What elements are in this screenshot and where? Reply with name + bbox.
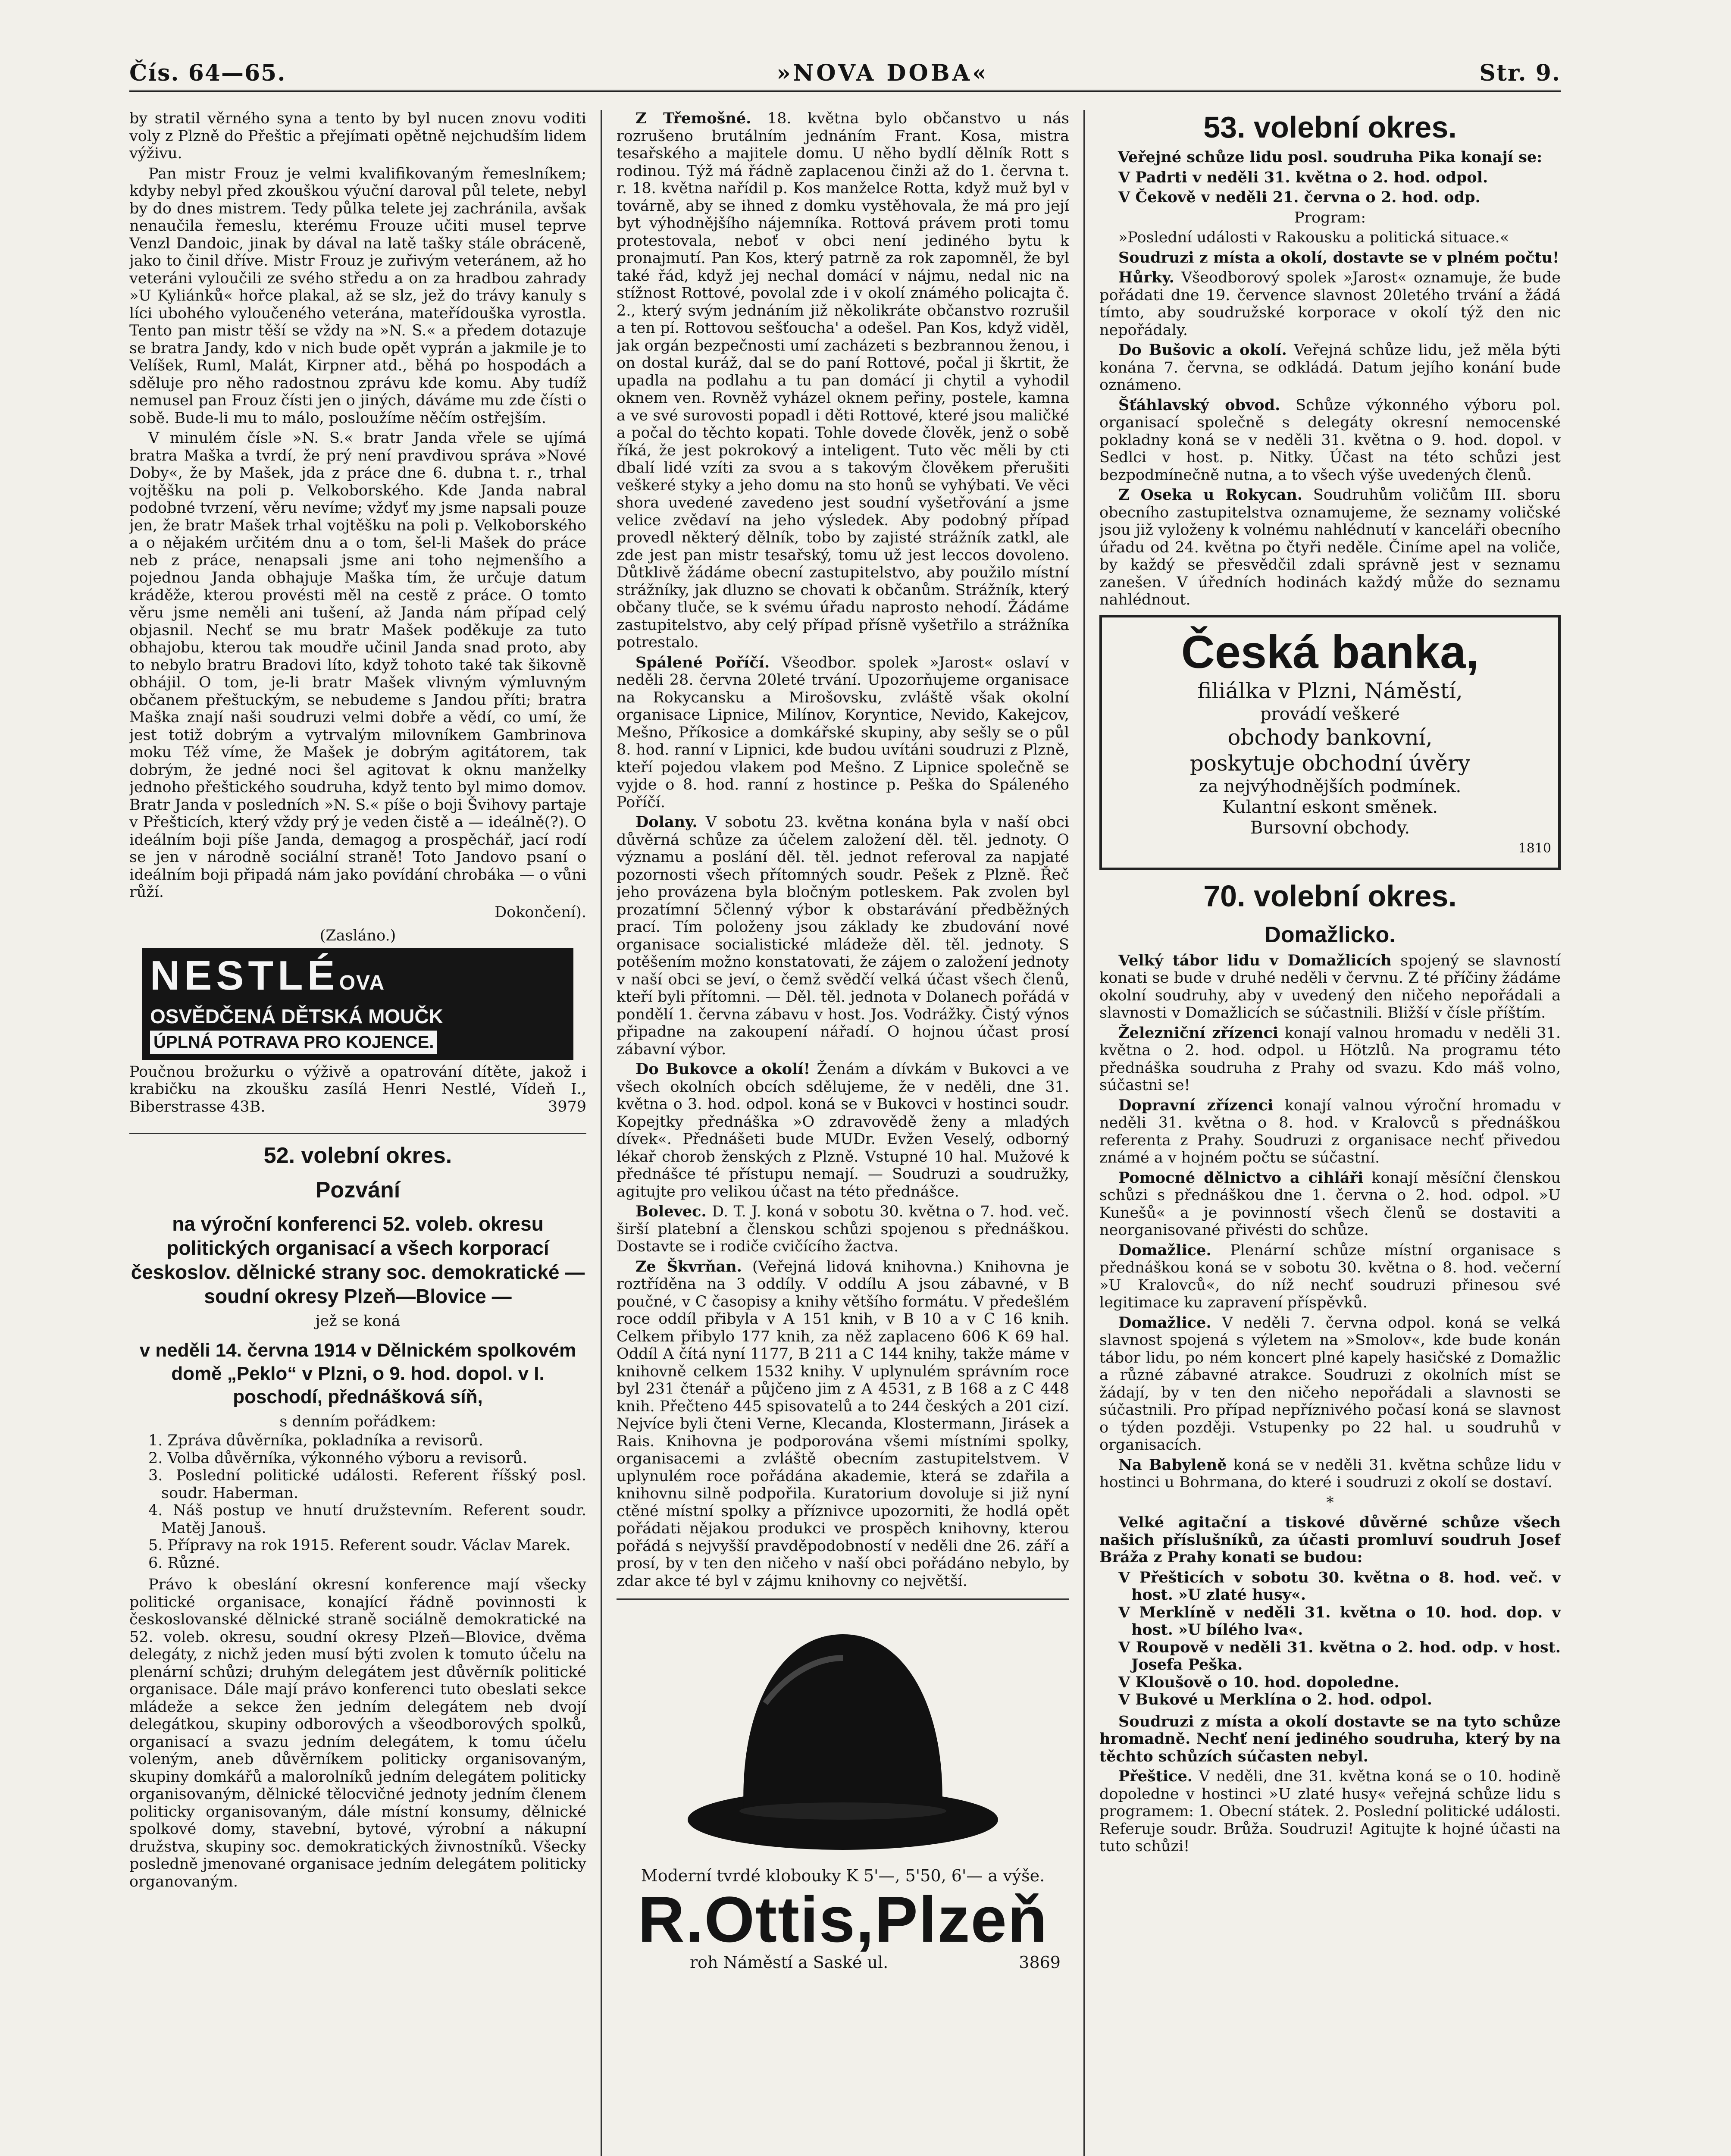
nestle-text xyxy=(129,1063,586,1116)
news-item-title: Domažlice. xyxy=(1118,1241,1211,1259)
ad-number: 3869 xyxy=(1019,1952,1061,1972)
bank-line: za nejvýhodnějších podmínek. xyxy=(1199,776,1462,796)
news-item-title: Z Oseka u Rokycan. xyxy=(1118,486,1302,504)
program-text: »Poslední události v Rakousku a politická situace.« xyxy=(1118,229,1509,246)
news-item-body: spojený se slavností konati se bude v druhé neděli v červnu. Z té příčiny žádáme okolní soudruhy, aby v uvedený den ničeho nepořádali a slavnosti v Domažlicích se súčastnili. Bližší v čísle příštím. xyxy=(1099,952,1561,1022)
nestle-line: ÚPLNÁ POTRAVA PRO KOJENCE. xyxy=(150,1031,437,1054)
column-rule-2 xyxy=(1083,110,1085,2156)
article-text: Pan mistr Frouz je velmi kvalifikovaným řemeslníkem; kdyby nebyl před zkouškou výuční daroval půl telete, nebyl by do dnes mistrem. Tedy půlka telete jej zachránila, avšak nenaučila řemeslu, kterému Frouze učiti musel teprve Venzl Dandoic, jinak by dával na latě tašky stále obráceně, jako to činil dříve. Mistr Frouz je zuřivým veteránem, až ho veteráni vyloučili ze svého středu a on za hradbou zahrady »U Kyliánků« hořce plakal, až se slz, jež do trávy kanuly s líci ubohého vyloučeného veterána, mateřídouška vyrostla. Tento pan mistr těší se vždy na »N. S.« a předem dotazuje se bratra Jandy, kdo v nich bude opět vyprán a jakmile je to Velíšek, Ruml, Malát, Kirpner atd., běhá po hospodách a sděluje pro něho radostnou zprávu kde komu. Aby tudíž nemusel pan Frouz čísti jen o jiných, dáváme mu zde čísti o sobě. Bude-li mu to málo, posloužíme něčím ostřejším. xyxy=(129,165,586,427)
article-text: Právo k obeslání okresní konference mají všecky politické organisace, konající řádně povinnosti k českoslovanské dělnické straně sociálně demokratické na 52. voleb. okresu, soudní okresy Plzeň—Blovice, dvěma delegáty, z nichž jeden musí býti zvolen k tomuto účelu na plenární schůzi; druhým delegátem jest důvěrník politické organisace. Dále mají právo konferenci tuto obeslati sekce mládeže a sekce žen jedním delegátem neb dvojí delegátkou, skupiny odborových a všeodborových spolků, organisací a svazu jedním delegátem, k tomu účelu voleným, aneb důvěrníkem politicky organisovaným, skupiny domkářů a malorolníků jedním delegátem politicky organisovaným, dělnické tělocvičné jednoty jedním členem politicky organisovaným, dále místní konsumy, dělnické spolkové domy, stavební, bytové, výrobní a nákupní družstva, skupiny soc. demokratických živnostníků. Všecky posledně jmenované organisace jedním delegátem politicky organovaným. xyxy=(129,1576,586,1890)
region-heading: Domažlicko. xyxy=(1265,922,1396,947)
nestle-line: OSVĚDČENÁ DĚTSKÁ MOUČK xyxy=(150,1005,443,1028)
news-item xyxy=(1099,397,1561,484)
meeting-item: V Roupově v neděli 31. května o 2. hod. odp. v host. Josefa Peška. xyxy=(1118,1638,1561,1673)
issue-number: Čís. 64—65. xyxy=(129,60,286,86)
news-item-title: Bolevec. xyxy=(635,1203,707,1220)
nestle-brand: NESTLÉ xyxy=(150,952,339,999)
news-item-body: 18. května bylo občanstvo u nás rozrušeno brutálním jednáním Frant. Kosa, mistra tesařského a majitele domu. U něho bydlí dělník Rott s rodinou. Týž má řádně zaplacenou činži až do 1. června t. r. 18. května nařídil p. Kos manželce Rotta, když muž byl v továrně, aby se ihned z domku vystěhovala, že má pro její byt výhodnějšího nájemníka. Rottová právem proti tomu protestovala, neboť v obci není jediného bytu k pronajmutí. Pan Kos, který patrně za rok zapomněl, že byl také řád, když jej nechal domácí v nájmu, nedal nic na stížnost Rottové, povolal zde i v okolí známého policajta č. 2., který svým jednáním již několikráte občanstvo rozrušil a ten pí. Rottovou sešťoucha' a odešel. Pan Kos, když viděl, jak orgán bezpečnosti umí zacházeti s bezbrannou ženou, i on dostal kuráž, dal se do paní Rottové, počal ji škrtit, že upadla na podlahu a tu pan domácí ji chytil a vyhodil oknem ven. Rovněž vyházel oknem peřiny, postele, kamna a ve své surovosti popadl i děti Rottové, které jsou maličké a počal do těchto kopati. Tohle dovede člověk, jenž o sobě říká, že jest pokrokový a inteligent. Tuto věc měli by cti dbalí lidé vzíti za svou a s takovým člověkem přerušiti veškeré styky a jeho domu na sto honů se vyhýbati. Ve věci shora uvedené zavedeno jest soudní vyšetřování a jsme velice zvědaví na jeho výsledek. Aby podobný případ provedl některý dělník, tobo by zajisté strážník zatkl, ale zde jest pan mistr tesařský, tomu už jest leccos dovoleno. Důtklivě žádáme obecní zastupitelstvo, aby použilo místní strážníky, jak dluzno se chovati k občanům. Strážník, který občany tluče, se k svému úřadu naprosto nehodí. Žádáme zastupitelstvo, aby celý případ přísně vyšetřilo a strážníka potrestalo. xyxy=(617,110,1069,651)
news-item-body: koná se v neděli 31. května schůze lidu v hostinci u Bohrmana, do které i soudruzi z okolí se dostaví. xyxy=(1099,1456,1561,1491)
meeting-item: V Bukové u Merklína o 2. hod. odpol. xyxy=(1118,1691,1432,1708)
news-item xyxy=(1099,1768,1561,1855)
news-item-title: Dolany. xyxy=(635,813,698,831)
agenda-item: 1. Zpráva důvěrníka, pokladníka a revisorů. xyxy=(148,1432,483,1449)
column-rule-1 xyxy=(601,110,602,2156)
news-item-title: Železniční zřízenci xyxy=(1118,1024,1279,1042)
news-item-title: Hůrky. xyxy=(1118,269,1174,286)
nestle-text-body: Poučnou brožurku o výživě a opatrování dítěte, jakož i krabičku na zkoušku zasílá Henri Nestlé, Vídeň I., Biberstrasse 43B. xyxy=(129,1063,586,1116)
news-item-title: Do Bušovic a okolí. xyxy=(1118,341,1287,359)
news-item-body: Plenární schůze místní organisace s přednáškou koná se v sobotu 30. května o 8. hod. večerní »U Kralovců«, do níž nechť soudruzi přinesou své legitimace ku zapravení příspěvků. xyxy=(1099,1241,1561,1311)
separator-star: * xyxy=(1326,1494,1334,1511)
ad-number: 1810 xyxy=(1518,840,1551,856)
program-heading: Program: xyxy=(1294,209,1366,226)
news-item-body: Veřejná schůze lidu, jež měla býti konána 7. června, se odkládá. Datum jejího konání bude oznámeno. xyxy=(1099,342,1561,394)
conference-subline: jež se koná xyxy=(315,1313,401,1330)
article-end: Dokončení). xyxy=(495,903,586,921)
ceska-banka-advertisement xyxy=(1099,615,1561,870)
news-item-title: Pomocné dělnictvo a cihláři xyxy=(1118,1169,1364,1187)
meeting-item: V Merklíně v neděli 31. května o 10. hod. dop. v host. »U bílého lva«. xyxy=(1118,1603,1561,1639)
call-text: Soudruzi z místa a okolí dostavte se na tyto schůze hromadně. Nechť není jediného soudruha, který by na těchto schůzích súčasten nebyl. xyxy=(1099,1712,1561,1765)
news-item xyxy=(617,654,1069,812)
section-heading: 52. volební okres. xyxy=(129,1133,586,1169)
section-heading: 53. volební okres. xyxy=(1203,110,1457,144)
news-item xyxy=(1099,1169,1561,1239)
page-number: Str. 9. xyxy=(1479,60,1561,86)
agenda-item: 6. Různé. xyxy=(148,1554,220,1572)
ottis-address: roh Náměstí a Saské ul. xyxy=(690,1952,889,1972)
column-2 xyxy=(617,110,1069,2156)
ottis-advertisement xyxy=(617,1598,1069,1971)
news-item-title: Přeštice. xyxy=(1118,1767,1193,1785)
news-item xyxy=(1099,486,1561,609)
news-item-body: V neděli 7. června odpol. koná se velká slavnost spojená s výletem na »Smolov«, kde bude konán tábor lidu, po ném koncert plné kapely hasičské z Domažlic a různé zábavné atrakce. Soudruzi z okolních míst se žádají, by v ten den ničeho nepořádali a slavnosti se súčastnili. Pro případ nepříznivého počasí koná se slavnost o týden později. Vstupenky po 22 hal. u soudruhů v organisacích. xyxy=(1099,1314,1561,1454)
meeting-item: V Kloušově o 10. hod. dopoledne. xyxy=(1118,1673,1399,1691)
news-item-title: Do Bukovce a okolí! xyxy=(635,1060,811,1078)
bank-line: Kulantní eskont směnek. xyxy=(1222,797,1438,817)
news-item-title: Dopravní zřízenci xyxy=(1118,1096,1274,1114)
ottis-brand: R.Ottis,Plzeň xyxy=(638,1883,1048,1955)
meeting-item: V Přešticích v sobotu 30. května o 8. hod. več. v host. »U zlaté husy«. xyxy=(1118,1568,1561,1604)
column-3 xyxy=(1099,110,1561,2156)
bank-subtitle: filiálka v Plzni, Náměstí, xyxy=(1197,678,1463,703)
column-1 xyxy=(129,110,586,2156)
agenda-list xyxy=(148,1432,586,1572)
news-item-body: D. T. J. koná v sobotu 30. května o 7. hod. več. širší platební a členskou schůzi spojenou s přednáškou. Dostavte se i rodiče cvičícího žactva. xyxy=(617,1203,1069,1255)
news-item-body: Všeodborový spolek »Jarost« oznamuje, že bude pořádati dne 19. července slavnost 20letého trvání a žádá tímto, aby soudružské korporace v okolí týž den nic nepořádaly. xyxy=(1099,269,1561,339)
news-item-body: Schůze výkonného výboru pol. organisací společně s delegáty okresní nemocenské pokladny koná se v neděli 31. května o 9. hod. dopol. v Sedlci v host. p. Nitky. Účast na této schůzi jest bezpodmínečně nutna, a to všech výše uvedených členů. xyxy=(1099,396,1561,484)
agenda-item: 3. Poslední politické události. Referent říšský posl. soudr. Haberman. xyxy=(148,1467,586,1502)
meeting-heading: Veřejné schůze lidu posl. soudruha Pika konají se: xyxy=(1117,148,1543,166)
agenda-heading: s denním pořádkem: xyxy=(279,1413,436,1430)
agenda-item: 2. Volba důvěrníka, výkonného výboru a revisorů. xyxy=(148,1449,528,1467)
news-item-title: Z Třemošné. xyxy=(635,110,751,127)
news-item-title: Velký tábor lidu v Domažlicích xyxy=(1118,951,1392,969)
bank-line: poskytuje obchodní úvěry xyxy=(1189,750,1471,776)
page-header xyxy=(129,47,1561,92)
bowler-hat-icon xyxy=(679,1617,1007,1858)
news-item-title: Ze Škvrňan. xyxy=(635,1257,742,1275)
news-item-title: Spálené Poříčí. xyxy=(635,653,770,671)
news-item-body: konají valnou výroční hromadu v neděli 31. května o 8. hod. v Kralovců s přednáškou referenta z Prahy. Soudruzi z organisace nechť přivedou známé a v hojném počtu se súčastní. xyxy=(1099,1097,1561,1166)
nestle-brand-suffix: OVA xyxy=(339,971,385,994)
news-item xyxy=(1099,1457,1561,1492)
agenda-item: 5. Přípravy na rok 1915. Referent soudr. Václav Marek. xyxy=(148,1537,571,1554)
section-heading: 70. volební okres. xyxy=(1203,879,1457,913)
news-item-title: Na Babyleně xyxy=(1118,1456,1227,1474)
news-item xyxy=(617,1061,1069,1200)
bank-line: Bursovní obchody. xyxy=(1250,818,1410,838)
news-item-body: konají měsíční členskou schůzi s přednáškou dne 1. června o 2. hod. odpol. »U Kunešů« a je povinností všech členů se dostaviti a neorganisované přivésti do schůze. xyxy=(1099,1169,1561,1239)
bank-line: obchody bankovní, xyxy=(1227,724,1433,750)
meeting-heading: Velké agitační a tiskové důvěrné schůze všech našich příslušníků, za účasti promluví soudruh Josef Bráža z Prahy konati se budou: xyxy=(1099,1514,1561,1566)
meeting-line: V Padrti v neděli 31. května o 2. hod. odpol. xyxy=(1118,168,1488,186)
news-item xyxy=(1099,342,1561,394)
ad-number: 3979 xyxy=(548,1098,586,1116)
nestle-advertisement xyxy=(142,948,573,1060)
conference-heading: na výroční konferenci 52. voleb. okresu politických organisací a všech korporací českoslov. dělnické strany soc. demokratické — soudní okresy Plzeň—Blovice — xyxy=(131,1213,585,1307)
newspaper-page xyxy=(129,47,1561,2156)
news-item xyxy=(1099,1242,1561,1312)
news-item-title: Šťáhlavský obvod. xyxy=(1118,396,1280,414)
hat-caption: Moderní tvrdé klobouky K 5'—, 5'50, 6'— a výše. xyxy=(641,1866,1045,1885)
bank-title: Česká banka, xyxy=(1181,625,1479,678)
meeting-line: V Čekově v neděli 21. června o 2. hod. odp. xyxy=(1118,188,1481,206)
invitation-heading: Pozvání xyxy=(315,1178,401,1203)
news-item-body: V sobotu 23. května konána byla v naší obci důvěrná schůze za účelem založení děl. těl. jednoty. O významu a poslání děl. těl. jednot referoval za napjaté pozornosti všech přítomných soudr. Pešek z Plzně. Řeč jeho provázena byla bločným potleskem. Pak zvolen byl prozatímní 5členný výbor k obstarávání předběžných prací. Tím položeny jsou základy ke zbudování nové organisace socialistické mládeže děl. těl. jednoty. S potěšením možno konstatovati, že zájem o založení jednoty v naší obci se jeví, o čemž svědčí velká účast všech členů, kteří byli přítomni. — Děl. těl. jednota v Dolanech pořádá v pondělí 1. června zábavu v host. Jos. Vodrážky. Čistý výnos připadne na zakoupení nářadí. O hojnou účast prosí zábavní výbor. xyxy=(617,814,1069,1058)
news-item xyxy=(1099,1025,1561,1094)
news-item-title: Domažlice. xyxy=(1118,1313,1211,1332)
news-item-body: Všeodbor. spolek »Jarost« oslaví v neděli 28. června 20leté trvání. Upozorňujeme organisace na Rokycansku a Mirošovsku, zvláště však okolní organisace Lipnice, Milínov, Koryntice, Nevido, Kakejcov, Mešno, Příkosice a domkářské skupiny, aby sešly se o půl 8. hod. ranní v Lipnici, kde budou uvítáni soudruzi z Plzně, kteří pojedou vlakem pod Mešno. Z Lipnice společně se vyjde o 8. hod. ranní z hostince p. Peška do Spáleného Poříčí. xyxy=(617,654,1069,811)
news-item-body: Ženám a dívkám v Bukovci a ve všech okolních obcích sdělujeme, že v neděli, dne 31. května o 3. hod. odpol. koná se v Bukovci v hostinci soudr. Kopejtky přednáška »O zdravovědě ženy a mladých dívek«. Přednášeti bude MUDr. Evžen Veselý, odborný lékař chorob ženských z Plzně. Vstupné 10 hal. Mužové k přednášce té přístupu nemají. — Soudruzi a soudružky, agitujte pro velikou účast na této přednášce. xyxy=(617,1061,1069,1200)
bank-line: provádí veškeré xyxy=(1260,704,1400,724)
newspaper-title: »NOVA DOBA« xyxy=(776,60,989,86)
news-item-body: V neděli, dne 31. května koná se o 10. hodině dopoledne v hostinci »U zlaté husy« veřejná schůze lidu s programem: 1. Obecní státek. 2. Poslední politické události. Referuje soudr. Brůža. Soudruzi! Agitujte k hojné účasti na tuto schůzi! xyxy=(1099,1768,1561,1855)
article-text: by stratil věrného syna a tento by byl nucen znovu voditi voly z Plzně do Přeštic a přejímati opětně nejchudším lidem výživu. xyxy=(129,110,586,162)
news-item xyxy=(617,1203,1069,1256)
news-item xyxy=(1099,1314,1561,1454)
news-item-body: Soudruhům voličům III. sboru obecního zastupitelstva oznamujeme, že seznamy voličské jsou již vyloženy k volnému nahlédnutí v kanceláři obecního úřadu od 24. května po čtyři neděle. Činíme apel na voliče, by každý se přesvědčil zdali správně jest v seznamu zanešen. V úředních hodinách každý může do seznamu nahlédnout. xyxy=(1099,486,1561,608)
news-item-body: konají valnou hromadu v neděli 31. května o 2. hod. odpol. u Hötzlů. Na programu této přednáška soudruha z Prahy od svazu. Kdo máš volno, súčastni se! xyxy=(1099,1024,1561,1094)
news-item xyxy=(617,110,1069,652)
news-item xyxy=(1099,269,1561,339)
news-item xyxy=(617,1258,1069,1590)
news-item-body: (Veřejná lidová knihovna.) Knihovna je roztříděna na 3 oddíly. V oddílu A jsou zábavné, v B poučné, v C časopisy a knihy většího formátu. V předešlém roce oddíl přibyla v A 151 knih, v B 10 a v C 16 knih. Celkem přibylo 177 knih, za něž zaplaceno 606 K 69 hal. Oddíl A čítá nyní 1177, B 211 a C 144 knihy, takže máme v knihovně celkem 1532 knihy. V uplynulém správním roce byl 231 čtenář a půjčeno jim z A 4531, z B 168 a z C 448 knih. Přečteno 445 spisovatelů a to 244 českých a 201 cizí. Nejvíce byli čteni Verne, Klecanda, Klostermann, Jirásek a Rais. Knihovna je podporována všemi místními spolky, organisacemi a zvláště obecním zastupitelstvem. V uplynulém roce pořádána akademie, která se zdařila a knihovnu silně podpořila. Kuratorium dovoluje si již nyní ctěné místní spolky a příznivce upozorniti, že hodlá opět pořádati nějakou produkci ve prospěch knihovny, kterou pořádá s nejvyšší pravděpodobností v neděli dne 26. září a prosí, by v ten den ničeho v naší obci pořádáno nebylo, by zdar akce té byl v zájmu knihovny co největší. xyxy=(617,1258,1069,1590)
news-item xyxy=(1099,1097,1561,1167)
news-item xyxy=(1099,952,1561,1022)
news-item xyxy=(617,814,1069,1058)
article-text: V minulém čísle »N. S.« bratr Janda vřele se ujímá bratra Maška a tvrdí, že prý není pravdivou správa »Nové Doby«, že by Mašek, jda z práce dne 6. dubna t. r., trhal vojtěšku na poli p. Velkoborského. Kde Janda nabral podobné tvrzení, věru nevíme; vždyť my jsme napsali pouze jen, že bratr Mašek trhal vojtěšku na poli p. Velkoborského a o nějakém určitém dnu a o tom, šel-li Mašek do práce neb z práce, nenapsali jsme ani toho nejmenšího a pojednou Janda obhajuje Maška tím, že určuje datum kráděže, kterou provésti měl na cestě z práce. O tomto věru jsme neměli ani tušení, až Janda nám případ celý objasnil. Nechť se mu bratr Mašek poděkuje za tuto obhajobu, kterou tak moudře učinil Janda snad proto, aby to nebylo bratru Bradovi líto, když tohoto také tak šikovně obhájil. O tom, je-li bratr Mašek vlivným výmluvným občanem přeštuckým, se nebudeme s Jandou příti; bratra Maška znají naši soudruzi velmi dobře a vědí, co umí, že jest totiž dobrým a vytrvalým milovníkem Gambrinova moku Též víme, že Mašek je dobrým agitátorem, tak dobrým, že jedné noci šel agitovat k oknu manželky jednoho přeštického soudruha, když tento byl mimo domov. Bratr Janda v posledních »N. S.« píše o boji Švihovy partaje v Přešticích, který vždy prý je veden čistě a — ideálně(?). O ideálním boji píše Janda, demagog a prospěchář, jací rodí se jen v národně sociální straně! Toto Jandovo psaní o ideálním boji připadá nám jako povídání chrobáka — o vůni růží. xyxy=(129,429,586,901)
agenda-item: 4. Náš postup ve hnutí družstevním. Referent soudr. Matěj Janouš. xyxy=(148,1502,586,1537)
call-text: Soudruzi z místa a okolí, dostavte se v plném počtu! xyxy=(1118,248,1559,266)
conference-date: v neděli 14. června 1914 v Dělnickém spolkovém domě „Peklo“ v Plzni, o 9. hod. dopol. v I. poschodí, přednášková síň, xyxy=(139,1339,576,1407)
meeting-list xyxy=(1118,1569,1561,1709)
zaslano-label: (Zasláno.) xyxy=(319,927,396,944)
